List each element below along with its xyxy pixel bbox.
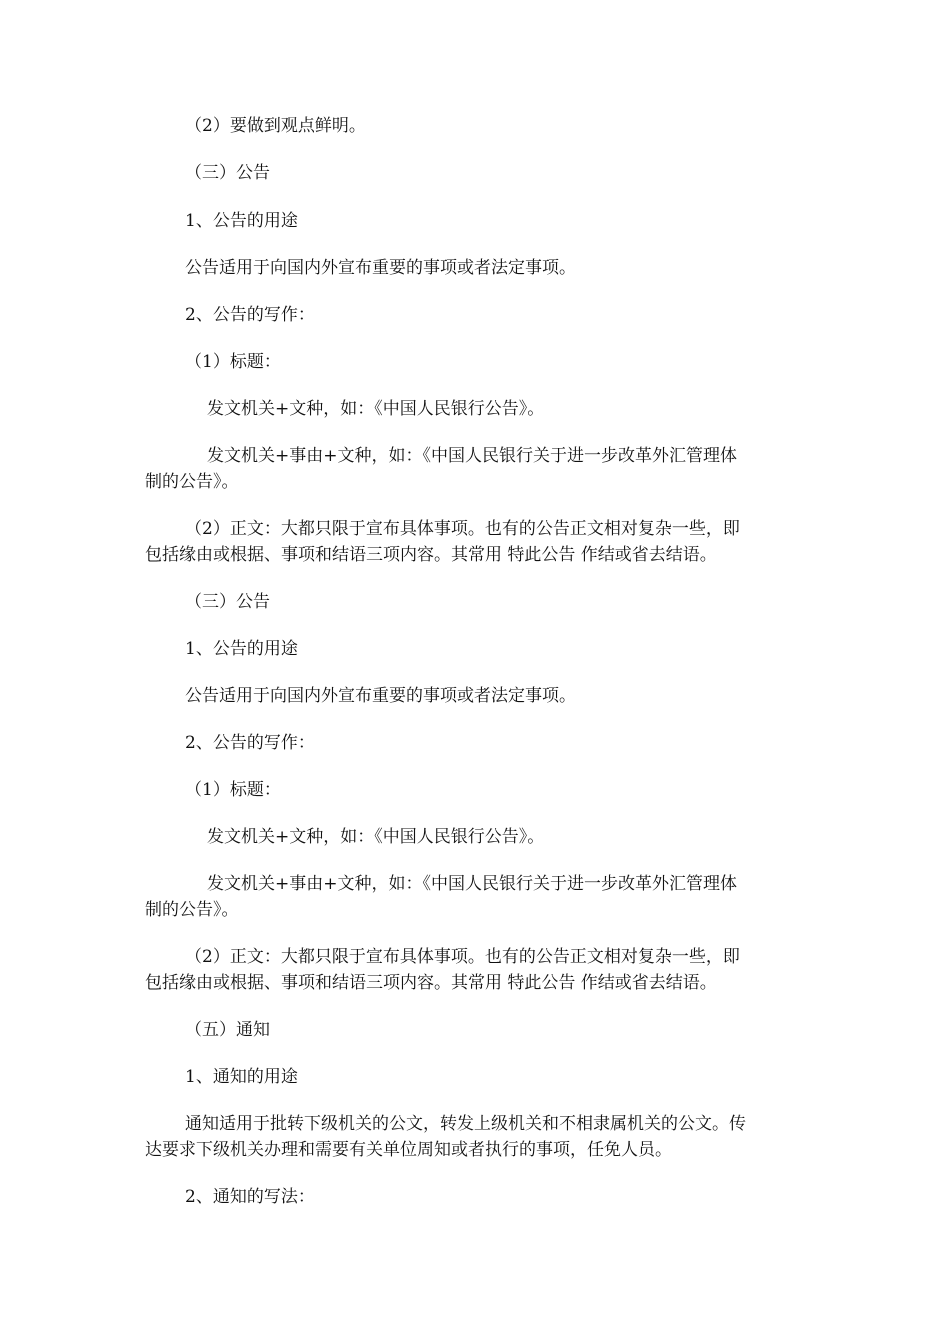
paragraph-line: 公告适用于向国内外宣布重要的事项或者法定事项。 bbox=[185, 258, 576, 278]
paragraph-line: （2）要做到观点鲜明。 bbox=[185, 116, 366, 136]
subsection-heading: 2、公告的写作： bbox=[185, 733, 315, 753]
paragraph-line: 发文机关+事由+文种，如：《中国人民银行关于进一步改革外汇管理体 bbox=[207, 874, 737, 894]
paragraph-line: 公告适用于向国内外宣布重要的事项或者法定事项。 bbox=[185, 686, 576, 706]
subsection-heading: 2、通知的写法： bbox=[185, 1187, 315, 1207]
paragraph-line: 制的公告》。 bbox=[145, 472, 239, 492]
paragraph-line: （1）标题： bbox=[185, 780, 281, 800]
subsection-heading: 2、公告的写作： bbox=[185, 305, 315, 325]
section-heading: （五）通知 bbox=[185, 1020, 270, 1040]
section-heading: （三）公告 bbox=[185, 163, 270, 183]
paragraph-line: 发文机关+文种，如：《中国人民银行公告》。 bbox=[207, 827, 545, 847]
subsection-heading: 1、公告的用途 bbox=[185, 639, 298, 659]
paragraph-line: 发文机关+事由+文种，如：《中国人民银行关于进一步改革外汇管理体 bbox=[207, 446, 737, 466]
paragraph-line: 达要求下级机关办理和需要有关单位周知或者执行的事项，任免人员。 bbox=[145, 1140, 672, 1160]
paragraph-line: （2）正文：大都只限于宣布具体事项。也有的公告正文相对复杂一些，即 bbox=[185, 519, 740, 539]
paragraph-line: 发文机关+文种，如：《中国人民银行公告》。 bbox=[207, 399, 545, 419]
paragraph-line: 制的公告》。 bbox=[145, 900, 239, 920]
paragraph-line: （1）标题： bbox=[185, 352, 281, 372]
paragraph-line: （2）正文：大都只限于宣布具体事项。也有的公告正文相对复杂一些，即 bbox=[185, 947, 740, 967]
paragraph-line: 包括缘由或根据、事项和结语三项内容。其常用 特此公告 作结或省去结语。 bbox=[145, 973, 717, 993]
subsection-heading: 1、通知的用途 bbox=[185, 1067, 298, 1087]
section-heading: （三）公告 bbox=[185, 592, 270, 612]
paragraph-line: 通知适用于批转下级机关的公文，转发上级机关和不相隶属机关的公文。传 bbox=[185, 1114, 746, 1134]
paragraph-line: 包括缘由或根据、事项和结语三项内容。其常用 特此公告 作结或省去结语。 bbox=[145, 545, 717, 565]
subsection-heading: 1、公告的用途 bbox=[185, 211, 298, 231]
